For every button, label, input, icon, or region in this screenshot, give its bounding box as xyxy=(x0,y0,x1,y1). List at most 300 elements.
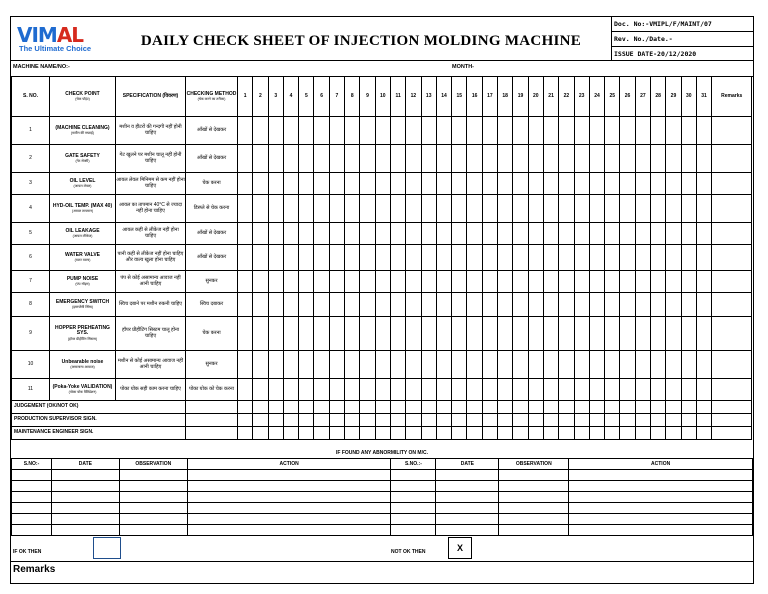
day-cell[interactable] xyxy=(528,401,543,414)
day-cell[interactable] xyxy=(651,145,666,173)
day-cell[interactable] xyxy=(513,271,528,293)
signature-cell[interactable] xyxy=(186,414,238,427)
day-cell[interactable] xyxy=(635,145,650,173)
day-cell[interactable] xyxy=(268,223,283,245)
day-cell[interactable] xyxy=(589,401,604,414)
day-cell[interactable] xyxy=(360,173,375,195)
day-cell[interactable] xyxy=(651,414,666,427)
day-cell[interactable] xyxy=(528,427,543,440)
day-cell[interactable] xyxy=(314,145,329,173)
day-cell[interactable] xyxy=(651,223,666,245)
day-cell[interactable] xyxy=(421,117,436,145)
day-cell[interactable] xyxy=(345,293,360,317)
observation-cell[interactable] xyxy=(499,492,569,503)
day-cell[interactable] xyxy=(651,401,666,414)
day-cell[interactable] xyxy=(345,427,360,440)
remarks-cell[interactable] xyxy=(712,117,752,145)
day-cell[interactable] xyxy=(467,117,482,145)
remarks-cell[interactable] xyxy=(712,195,752,223)
day-cell[interactable] xyxy=(238,117,253,145)
day-cell[interactable] xyxy=(589,117,604,145)
day-cell[interactable] xyxy=(375,401,390,414)
day-cell[interactable] xyxy=(498,414,513,427)
observation-cell[interactable] xyxy=(436,525,499,536)
day-cell[interactable] xyxy=(467,173,482,195)
day-cell[interactable] xyxy=(528,173,543,195)
day-cell[interactable] xyxy=(329,223,344,245)
day-cell[interactable] xyxy=(329,379,344,401)
day-cell[interactable] xyxy=(605,427,620,440)
observation-cell[interactable] xyxy=(436,492,499,503)
day-cell[interactable] xyxy=(482,117,497,145)
day-cell[interactable] xyxy=(666,427,681,440)
day-cell[interactable] xyxy=(482,414,497,427)
day-cell[interactable] xyxy=(635,117,650,145)
day-cell[interactable] xyxy=(452,245,467,271)
day-cell[interactable] xyxy=(559,401,574,414)
day-cell[interactable] xyxy=(452,351,467,379)
day-cell[interactable] xyxy=(605,414,620,427)
day-cell[interactable] xyxy=(360,195,375,223)
day-cell[interactable] xyxy=(605,351,620,379)
day-cell[interactable] xyxy=(482,351,497,379)
day-cell[interactable] xyxy=(238,317,253,351)
day-cell[interactable] xyxy=(651,245,666,271)
day-cell[interactable] xyxy=(467,317,482,351)
observation-cell[interactable] xyxy=(51,470,119,481)
observation-cell[interactable] xyxy=(569,492,753,503)
day-cell[interactable] xyxy=(299,173,314,195)
day-cell[interactable] xyxy=(238,245,253,271)
day-cell[interactable] xyxy=(467,379,482,401)
day-cell[interactable] xyxy=(452,427,467,440)
day-cell[interactable] xyxy=(635,317,650,351)
day-cell[interactable] xyxy=(543,293,558,317)
day-cell[interactable] xyxy=(651,271,666,293)
signature-cell[interactable] xyxy=(186,427,238,440)
day-cell[interactable] xyxy=(238,414,253,427)
day-cell[interactable] xyxy=(696,173,711,195)
day-cell[interactable] xyxy=(574,414,589,427)
day-cell[interactable] xyxy=(498,293,513,317)
observation-cell[interactable] xyxy=(499,525,569,536)
remarks-cell[interactable] xyxy=(712,427,752,440)
day-cell[interactable] xyxy=(329,195,344,223)
remarks-cell[interactable] xyxy=(712,351,752,379)
day-cell[interactable] xyxy=(498,317,513,351)
day-cell[interactable] xyxy=(559,245,574,271)
day-cell[interactable] xyxy=(253,317,268,351)
day-cell[interactable] xyxy=(528,379,543,401)
day-cell[interactable] xyxy=(635,245,650,271)
day-cell[interactable] xyxy=(528,245,543,271)
day-cell[interactable] xyxy=(589,293,604,317)
day-cell[interactable] xyxy=(635,414,650,427)
day-cell[interactable] xyxy=(666,173,681,195)
day-cell[interactable] xyxy=(375,317,390,351)
day-cell[interactable] xyxy=(238,271,253,293)
day-cell[interactable] xyxy=(253,173,268,195)
day-cell[interactable] xyxy=(268,317,283,351)
day-cell[interactable] xyxy=(559,223,574,245)
day-cell[interactable] xyxy=(620,223,635,245)
day-cell[interactable] xyxy=(436,145,451,173)
day-cell[interactable] xyxy=(360,271,375,293)
day-cell[interactable] xyxy=(283,317,298,351)
day-cell[interactable] xyxy=(390,195,405,223)
day-cell[interactable] xyxy=(421,245,436,271)
day-cell[interactable] xyxy=(360,245,375,271)
day-cell[interactable] xyxy=(605,223,620,245)
day-cell[interactable] xyxy=(574,223,589,245)
day-cell[interactable] xyxy=(238,293,253,317)
day-cell[interactable] xyxy=(314,173,329,195)
observation-cell[interactable] xyxy=(119,481,187,492)
day-cell[interactable] xyxy=(268,401,283,414)
observation-cell[interactable] xyxy=(51,492,119,503)
day-cell[interactable] xyxy=(543,271,558,293)
day-cell[interactable] xyxy=(574,245,589,271)
day-cell[interactable] xyxy=(360,117,375,145)
day-cell[interactable] xyxy=(238,195,253,223)
day-cell[interactable] xyxy=(574,401,589,414)
day-cell[interactable] xyxy=(559,195,574,223)
day-cell[interactable] xyxy=(299,414,314,427)
day-cell[interactable] xyxy=(314,293,329,317)
day-cell[interactable] xyxy=(314,427,329,440)
day-cell[interactable] xyxy=(406,414,421,427)
day-cell[interactable] xyxy=(543,414,558,427)
day-cell[interactable] xyxy=(696,317,711,351)
day-cell[interactable] xyxy=(498,223,513,245)
day-cell[interactable] xyxy=(421,317,436,351)
day-cell[interactable] xyxy=(559,293,574,317)
day-cell[interactable] xyxy=(345,173,360,195)
day-cell[interactable] xyxy=(651,173,666,195)
day-cell[interactable] xyxy=(589,145,604,173)
day-cell[interactable] xyxy=(696,271,711,293)
day-cell[interactable] xyxy=(238,351,253,379)
day-cell[interactable] xyxy=(375,117,390,145)
day-cell[interactable] xyxy=(268,195,283,223)
day-cell[interactable] xyxy=(299,317,314,351)
day-cell[interactable] xyxy=(360,351,375,379)
day-cell[interactable] xyxy=(651,293,666,317)
ok-then-box[interactable] xyxy=(93,537,121,559)
not-ok-then-box[interactable]: X xyxy=(448,537,472,559)
signature-cell[interactable] xyxy=(186,401,238,414)
observation-cell[interactable] xyxy=(436,481,499,492)
day-cell[interactable] xyxy=(268,117,283,145)
day-cell[interactable] xyxy=(452,271,467,293)
day-cell[interactable] xyxy=(498,245,513,271)
day-cell[interactable] xyxy=(513,401,528,414)
day-cell[interactable] xyxy=(605,379,620,401)
day-cell[interactable] xyxy=(681,317,696,351)
day-cell[interactable] xyxy=(329,271,344,293)
day-cell[interactable] xyxy=(543,245,558,271)
day-cell[interactable] xyxy=(268,245,283,271)
day-cell[interactable] xyxy=(299,401,314,414)
day-cell[interactable] xyxy=(498,271,513,293)
day-cell[interactable] xyxy=(559,173,574,195)
day-cell[interactable] xyxy=(360,379,375,401)
remarks-cell[interactable] xyxy=(712,317,752,351)
day-cell[interactable] xyxy=(513,317,528,351)
day-cell[interactable] xyxy=(482,401,497,414)
observation-cell[interactable] xyxy=(187,492,391,503)
remarks-cell[interactable] xyxy=(712,271,752,293)
day-cell[interactable] xyxy=(299,271,314,293)
day-cell[interactable] xyxy=(620,379,635,401)
day-cell[interactable] xyxy=(528,117,543,145)
day-cell[interactable] xyxy=(406,293,421,317)
day-cell[interactable] xyxy=(605,117,620,145)
observation-cell[interactable] xyxy=(499,481,569,492)
day-cell[interactable] xyxy=(283,117,298,145)
day-cell[interactable] xyxy=(543,145,558,173)
day-cell[interactable] xyxy=(528,293,543,317)
day-cell[interactable] xyxy=(253,401,268,414)
day-cell[interactable] xyxy=(314,351,329,379)
day-cell[interactable] xyxy=(635,271,650,293)
day-cell[interactable] xyxy=(651,351,666,379)
day-cell[interactable] xyxy=(467,293,482,317)
remarks-cell[interactable] xyxy=(712,293,752,317)
day-cell[interactable] xyxy=(253,427,268,440)
day-cell[interactable] xyxy=(681,414,696,427)
day-cell[interactable] xyxy=(498,195,513,223)
day-cell[interactable] xyxy=(375,245,390,271)
day-cell[interactable] xyxy=(268,145,283,173)
day-cell[interactable] xyxy=(436,427,451,440)
day-cell[interactable] xyxy=(329,351,344,379)
day-cell[interactable] xyxy=(666,223,681,245)
remarks-cell[interactable] xyxy=(712,414,752,427)
day-cell[interactable] xyxy=(467,414,482,427)
day-cell[interactable] xyxy=(253,293,268,317)
observation-cell[interactable] xyxy=(569,525,753,536)
day-cell[interactable] xyxy=(406,223,421,245)
observation-cell[interactable] xyxy=(51,503,119,514)
day-cell[interactable] xyxy=(482,317,497,351)
day-cell[interactable] xyxy=(681,173,696,195)
observation-cell[interactable] xyxy=(119,492,187,503)
day-cell[interactable] xyxy=(666,195,681,223)
day-cell[interactable] xyxy=(635,293,650,317)
day-cell[interactable] xyxy=(666,145,681,173)
observation-cell[interactable] xyxy=(12,503,52,514)
day-cell[interactable] xyxy=(589,414,604,427)
day-cell[interactable] xyxy=(651,195,666,223)
day-cell[interactable] xyxy=(375,223,390,245)
day-cell[interactable] xyxy=(666,245,681,271)
day-cell[interactable] xyxy=(543,173,558,195)
day-cell[interactable] xyxy=(390,173,405,195)
day-cell[interactable] xyxy=(543,427,558,440)
day-cell[interactable] xyxy=(666,117,681,145)
day-cell[interactable] xyxy=(620,245,635,271)
day-cell[interactable] xyxy=(528,195,543,223)
day-cell[interactable] xyxy=(268,414,283,427)
observation-cell[interactable] xyxy=(436,514,499,525)
day-cell[interactable] xyxy=(620,145,635,173)
day-cell[interactable] xyxy=(498,351,513,379)
day-cell[interactable] xyxy=(543,379,558,401)
day-cell[interactable] xyxy=(467,145,482,173)
day-cell[interactable] xyxy=(589,317,604,351)
day-cell[interactable] xyxy=(605,145,620,173)
day-cell[interactable] xyxy=(421,427,436,440)
day-cell[interactable] xyxy=(513,414,528,427)
day-cell[interactable] xyxy=(696,195,711,223)
day-cell[interactable] xyxy=(329,173,344,195)
observation-cell[interactable] xyxy=(391,525,436,536)
day-cell[interactable] xyxy=(375,195,390,223)
day-cell[interactable] xyxy=(513,427,528,440)
day-cell[interactable] xyxy=(666,414,681,427)
day-cell[interactable] xyxy=(452,414,467,427)
day-cell[interactable] xyxy=(681,245,696,271)
day-cell[interactable] xyxy=(543,223,558,245)
day-cell[interactable] xyxy=(635,351,650,379)
day-cell[interactable] xyxy=(452,145,467,173)
day-cell[interactable] xyxy=(482,293,497,317)
day-cell[interactable] xyxy=(238,173,253,195)
day-cell[interactable] xyxy=(360,145,375,173)
day-cell[interactable] xyxy=(666,317,681,351)
day-cell[interactable] xyxy=(253,271,268,293)
day-cell[interactable] xyxy=(452,173,467,195)
day-cell[interactable] xyxy=(559,317,574,351)
day-cell[interactable] xyxy=(314,117,329,145)
day-cell[interactable] xyxy=(283,427,298,440)
day-cell[interactable] xyxy=(605,245,620,271)
day-cell[interactable] xyxy=(283,379,298,401)
day-cell[interactable] xyxy=(498,401,513,414)
day-cell[interactable] xyxy=(436,379,451,401)
day-cell[interactable] xyxy=(681,195,696,223)
day-cell[interactable] xyxy=(314,317,329,351)
day-cell[interactable] xyxy=(543,401,558,414)
day-cell[interactable] xyxy=(696,245,711,271)
day-cell[interactable] xyxy=(436,117,451,145)
day-cell[interactable] xyxy=(467,223,482,245)
observation-cell[interactable] xyxy=(569,514,753,525)
day-cell[interactable] xyxy=(375,351,390,379)
day-cell[interactable] xyxy=(681,351,696,379)
day-cell[interactable] xyxy=(696,145,711,173)
day-cell[interactable] xyxy=(620,401,635,414)
day-cell[interactable] xyxy=(253,117,268,145)
day-cell[interactable] xyxy=(329,117,344,145)
day-cell[interactable] xyxy=(375,379,390,401)
day-cell[interactable] xyxy=(559,145,574,173)
day-cell[interactable] xyxy=(605,271,620,293)
day-cell[interactable] xyxy=(283,351,298,379)
day-cell[interactable] xyxy=(513,245,528,271)
day-cell[interactable] xyxy=(651,117,666,145)
day-cell[interactable] xyxy=(498,427,513,440)
day-cell[interactable] xyxy=(452,117,467,145)
observation-cell[interactable] xyxy=(391,481,436,492)
day-cell[interactable] xyxy=(314,271,329,293)
day-cell[interactable] xyxy=(283,293,298,317)
day-cell[interactable] xyxy=(299,145,314,173)
day-cell[interactable] xyxy=(681,293,696,317)
day-cell[interactable] xyxy=(605,317,620,351)
day-cell[interactable] xyxy=(345,401,360,414)
day-cell[interactable] xyxy=(620,271,635,293)
day-cell[interactable] xyxy=(635,195,650,223)
day-cell[interactable] xyxy=(666,351,681,379)
day-cell[interactable] xyxy=(314,401,329,414)
day-cell[interactable] xyxy=(482,245,497,271)
day-cell[interactable] xyxy=(681,223,696,245)
day-cell[interactable] xyxy=(406,173,421,195)
day-cell[interactable] xyxy=(635,401,650,414)
day-cell[interactable] xyxy=(436,245,451,271)
day-cell[interactable] xyxy=(452,317,467,351)
day-cell[interactable] xyxy=(696,223,711,245)
observation-cell[interactable] xyxy=(51,481,119,492)
day-cell[interactable] xyxy=(482,223,497,245)
day-cell[interactable] xyxy=(268,293,283,317)
day-cell[interactable] xyxy=(696,427,711,440)
day-cell[interactable] xyxy=(406,271,421,293)
day-cell[interactable] xyxy=(268,379,283,401)
day-cell[interactable] xyxy=(574,173,589,195)
observation-cell[interactable] xyxy=(187,481,391,492)
day-cell[interactable] xyxy=(635,173,650,195)
observation-cell[interactable] xyxy=(391,514,436,525)
day-cell[interactable] xyxy=(375,271,390,293)
day-cell[interactable] xyxy=(253,145,268,173)
day-cell[interactable] xyxy=(498,117,513,145)
observation-cell[interactable] xyxy=(391,492,436,503)
day-cell[interactable] xyxy=(498,379,513,401)
day-cell[interactable] xyxy=(559,427,574,440)
day-cell[interactable] xyxy=(651,317,666,351)
day-cell[interactable] xyxy=(253,351,268,379)
day-cell[interactable] xyxy=(452,293,467,317)
day-cell[interactable] xyxy=(329,293,344,317)
day-cell[interactable] xyxy=(543,317,558,351)
day-cell[interactable] xyxy=(253,379,268,401)
day-cell[interactable] xyxy=(559,379,574,401)
day-cell[interactable] xyxy=(620,414,635,427)
day-cell[interactable] xyxy=(406,245,421,271)
day-cell[interactable] xyxy=(681,379,696,401)
day-cell[interactable] xyxy=(467,351,482,379)
day-cell[interactable] xyxy=(390,414,405,427)
day-cell[interactable] xyxy=(421,293,436,317)
day-cell[interactable] xyxy=(482,145,497,173)
day-cell[interactable] xyxy=(299,223,314,245)
observation-cell[interactable] xyxy=(187,503,391,514)
day-cell[interactable] xyxy=(421,379,436,401)
day-cell[interactable] xyxy=(375,414,390,427)
day-cell[interactable] xyxy=(375,293,390,317)
day-cell[interactable] xyxy=(574,351,589,379)
remarks-cell[interactable] xyxy=(712,223,752,245)
day-cell[interactable] xyxy=(345,145,360,173)
day-cell[interactable] xyxy=(360,317,375,351)
day-cell[interactable] xyxy=(436,173,451,195)
day-cell[interactable] xyxy=(299,379,314,401)
day-cell[interactable] xyxy=(421,351,436,379)
day-cell[interactable] xyxy=(513,173,528,195)
